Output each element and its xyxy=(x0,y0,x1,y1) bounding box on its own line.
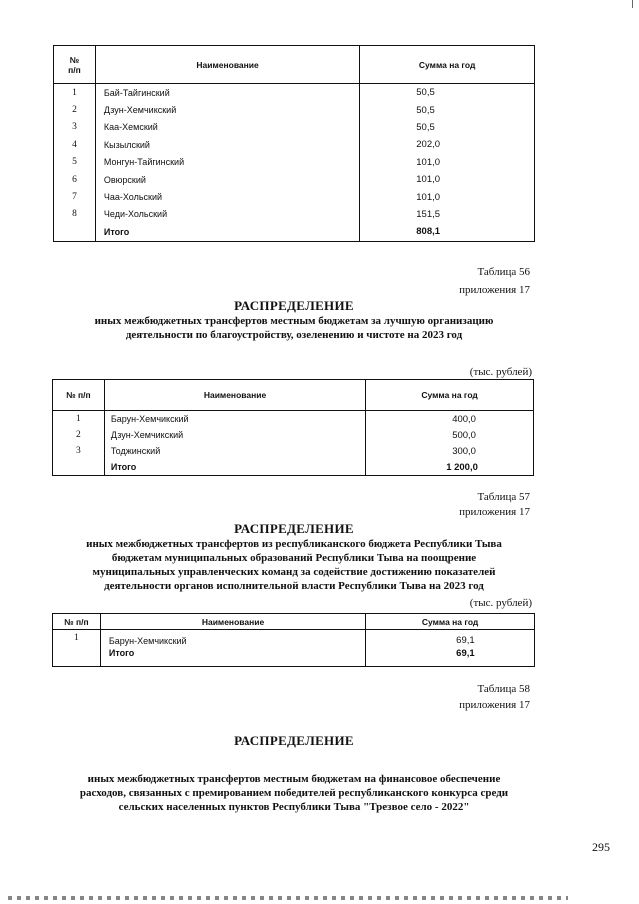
table-row xyxy=(54,154,535,171)
header-sum: Сумма на год xyxy=(366,380,534,411)
row-name: Чаа-Хольский xyxy=(95,188,359,205)
table-row xyxy=(54,119,535,136)
total-label: Итого xyxy=(100,648,365,667)
row-name: Тоджинский xyxy=(104,443,365,459)
total-sum: 69,1 xyxy=(456,648,475,659)
subtitle-line: иных межбюджетных трансфертов из республиканского бюджета Республики Тыва xyxy=(86,538,502,550)
table-57-subtitle xyxy=(0,537,588,593)
header-name: Наименование xyxy=(100,614,365,630)
header-sum: Сумма на год xyxy=(360,46,535,84)
table-56 xyxy=(52,379,534,476)
row-number: 6 xyxy=(54,171,96,188)
subtitle-line: сельских населенных пунктов Республики Тыва "Трезвое село - 2022" xyxy=(118,801,470,813)
row-number: 1 xyxy=(53,630,101,649)
row-sum: 202,0 xyxy=(416,139,441,151)
row-number: 4 xyxy=(54,136,96,153)
row-name: Монгун-Тайгинский xyxy=(95,154,359,171)
header-name: Наименование xyxy=(104,380,365,411)
table-row xyxy=(53,630,535,649)
total-label: Итого xyxy=(95,223,359,241)
row-name: Дзун-Хемчикский xyxy=(104,427,365,443)
row-sum: 50,5 xyxy=(416,104,435,116)
row-number: 8 xyxy=(54,206,96,223)
table-row xyxy=(54,136,535,153)
row-sum: 101,0 xyxy=(416,191,441,203)
table-row xyxy=(53,427,534,443)
subtitle-line: иных межбюджетных трансфертов местным бюджетам на финансовое обеспечение xyxy=(87,773,501,785)
row-number: 5 xyxy=(54,154,96,171)
table-57-appendix: приложения 17 xyxy=(459,506,530,518)
subtitle-line: муниципальных управленческих команд за содействие достижению показателей xyxy=(92,566,496,578)
table-55 xyxy=(53,45,535,242)
row-number: 1 xyxy=(54,84,96,102)
row-name: Каа-Хемский xyxy=(95,119,359,136)
total-label: Итого xyxy=(104,459,365,476)
row-sum: 151,5 xyxy=(416,208,441,220)
subtitle-line: иных межбюджетных трансфертов местным бюджетам за лучшую организацию xyxy=(94,315,494,327)
table-total-row xyxy=(54,223,535,241)
header-name: Наименование xyxy=(95,46,359,84)
row-name: Бай-Тайгинский xyxy=(95,84,359,102)
table-57-label: Таблица 57 xyxy=(477,491,530,503)
row-number: 1 xyxy=(53,411,105,428)
row-sum: 500,0 xyxy=(452,429,476,441)
table-header-row xyxy=(53,614,535,630)
row-sum: 50,5 xyxy=(416,87,435,99)
table-total-row xyxy=(53,459,534,476)
table-57-heading: РАСПРЕДЕЛЕНИЕ xyxy=(234,521,354,536)
table-56-heading: РАСПРЕДЕЛЕНИЕ xyxy=(234,298,354,313)
table-total-row xyxy=(53,648,535,667)
row-sum: 400,0 xyxy=(452,413,476,425)
row-name: Чеди-Хольский xyxy=(95,206,359,223)
row-sum: 101,0 xyxy=(416,156,441,168)
row-number: 2 xyxy=(53,427,105,443)
header-number: № п/п xyxy=(54,46,96,84)
page-number: 295 xyxy=(592,840,610,854)
subtitle-line: деятельности органов исполнительной власти Республики Тыва на 2023 год xyxy=(104,580,484,592)
table-row xyxy=(54,188,535,205)
total-sum: 808,1 xyxy=(416,226,441,238)
table-56-subtitle xyxy=(0,314,588,342)
table-row xyxy=(54,171,535,188)
table-56-label: Таблица 56 xyxy=(477,266,530,278)
subtitle-line: бюджетам муниципальных образований Республики Тыва на поощрение xyxy=(111,552,477,564)
scan-edge-artifact xyxy=(8,896,568,900)
table-58-subtitle xyxy=(0,772,588,814)
header-sum: Сумма на год xyxy=(366,614,535,630)
row-number: 3 xyxy=(53,443,105,459)
row-number: 7 xyxy=(54,188,96,205)
row-name: Барун-Хемчикский xyxy=(100,630,365,649)
table-row xyxy=(54,84,535,102)
table-58-appendix: приложения 17 xyxy=(459,699,530,711)
row-sum: 69,1 xyxy=(456,635,475,646)
table-header-row xyxy=(54,46,535,84)
table-row xyxy=(53,443,534,459)
table-row xyxy=(54,206,535,223)
row-sum: 300,0 xyxy=(452,445,476,457)
header-number: № п/п xyxy=(53,380,105,411)
total-sum: 1 200,0 xyxy=(446,461,478,473)
row-number: 2 xyxy=(54,101,96,118)
table-row xyxy=(54,101,535,118)
row-name: Кызылский xyxy=(95,136,359,153)
subtitle-line: расходов, связанных с премированием победителей республиканского конкурса среди xyxy=(79,787,509,799)
row-name: Барун-Хемчикский xyxy=(104,411,365,428)
row-name: Овюрский xyxy=(95,171,359,188)
table-header-row xyxy=(53,380,534,411)
row-sum: 50,5 xyxy=(416,121,435,133)
table-56-unit: (тыс. рублей) xyxy=(469,366,532,378)
table-58-label: Таблица 58 xyxy=(477,683,530,695)
row-sum: 101,0 xyxy=(416,174,441,186)
scan-mark xyxy=(632,0,633,8)
row-name: Дзун-Хемчикский xyxy=(95,101,359,118)
subtitle-line: деятельности по благоустройству, озеленению и чистоте на 2023 год xyxy=(125,329,463,341)
table-58-heading: РАСПРЕДЕЛЕНИЕ xyxy=(234,733,354,748)
table-56-appendix: приложения 17 xyxy=(459,284,530,296)
table-57-unit: (тыс. рублей) xyxy=(469,597,532,609)
header-number: № п/п xyxy=(53,614,101,630)
table-row xyxy=(53,411,534,428)
row-number: 3 xyxy=(54,119,96,136)
table-57 xyxy=(52,613,535,667)
